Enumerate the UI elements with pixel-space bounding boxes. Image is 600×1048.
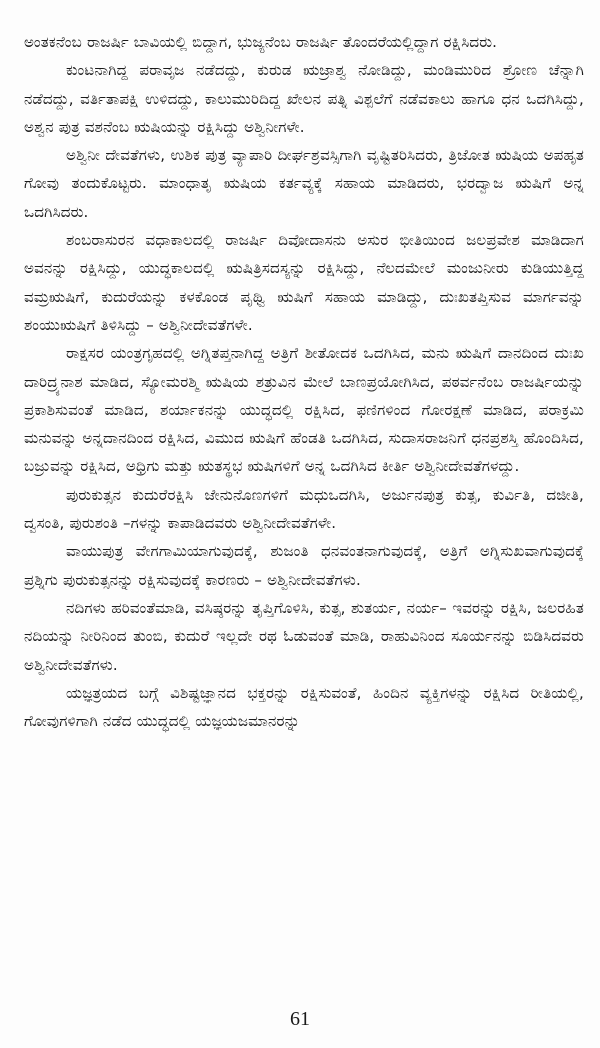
page-number: 61 [290, 1008, 310, 1030]
paragraph-5: ರಾಕ್ಷಸರ ಯಂತ್ರಗೃಹದಲ್ಲಿ ಅಗ್ನಿತಪ್ತನಾಗಿದ್ದ ಅತ್ರಿಗೆ ಶೀತೋದಕ ಒದಗಿಸಿದ, ಮನು ಋಷಿಗೆ ದಾನದಿಂದ ದುಃಖ ದಾರಿದ್ರ್ಯನಾಶ ಮಾಡಿದ, ಸ್ಯೋಮರಶ್ಮಿ ಋಷಿಯ ಶತ್ರುವಿನ ಮೇಲೆ ಬಾಣಪ್ರಯೋಗಿಸಿದ, ಪಠರ್ವನೆಂಬ ರಾಜರ್ಷಿಯನ್ನು ಪ್ರಕಾಶಿಸುವಂತೆ ಮಾಡಿದ, ಶರ್ಯಾಕನನ್ನು ಯುದ್ಧದಲ್ಲಿ ರಕ್ಷಿಸಿದ, ಫಣಿಗಳಿಂದ ಗೋರಕ್ಷಣೆ ಮಾಡಿದ, ಪರಾಕ್ರಮಿ ಮನುವನ್ನು ಅನ್ನದಾನದಿಂದ ರಕ್ಷಿಸಿದ, ವಿಮುದ ಋಷಿಗೆ ಹೆಂಡತಿ ಒದಗಿಸಿದ, ಸುದಾಸರಾಜನಿಗೆ ಧನಪ್ರಶಸ್ತಿ ಹೊಂದಿಸಿದ, ಬಜ್ರುವನ್ನು ರಕ್ಷಿಸಿದ, ಅಧ್ರಿಗು ಮತ್ತು ಋತಸ್ಥಭ ಋಷಿಗಳಿಗೆ ಅನ್ನ ಒದಗಿಸಿದ ಕೀರ್ತಿ ಅಶ್ವಿನೀದೇವತೆಗಳದ್ದು. [24, 344, 584, 476]
paragraph-2: ಕುಂಟನಾಗಿದ್ದ ಪರಾವೃಜ ನಡೆದದ್ದು, ಕುರುಡ ಋಜ್ರಾಶ್ವ ನೋಡಿದ್ದು, ಮಂಡಿಮುರಿದ ಶ್ರೋಣ ಚೆನ್ನಾಗಿ ನಡೆದದ್ದು, ವರ್ತಿತಾಪಕ್ಷಿ ಉಳಿದದ್ದು, ಕಾಲುಮುರಿದಿದ್ದ ಖೇಲನ ಪತ್ನಿ ವಿಶ್ಪಲೆಗೆ ನಡೆವಕಾಲು ಹಾಗೂ ಧನ ಒದಗಿಸಿದ್ದು, ಅಶ್ವನ ಪುತ್ರ ವಶನೆಂಬ ಋಷಿಯನ್ನು ರಕ್ಷಿಸಿದ್ದು ಅಶ್ವಿನೀಗಳೇ. [24, 61, 584, 136]
paragraph-4: ಶಂಬರಾಸುರನ ವಧಾಕಾಲದಲ್ಲಿ ರಾಜರ್ಷಿ ದಿವೋದಾಸನು ಅಸುರ ಭೀತಿಯಿಂದ ಜಲಪ್ರವೇಶ ಮಾಡಿದಾಗ ಅವನನ್ನು ರಕ್ಷಿಸಿದ್ದು, ಯುದ್ಧಕಾಲದಲ್ಲಿ ಋಷಿತ್ರಿಸದಸ್ಯನ್ನು ರಕ್ಷಿಸಿದ್ದು, ನೆಲದಮೇಲೆ ಮಂಜುನೀರು ಕುಡಿಯುತ್ತಿದ್ದ ವಮ್ರಋಷಿಗೆ, ಕುದುರೆಯನ್ನು ಕಳಕೊಂಡ ಪೃಥ್ವಿ ಋಷಿಗೆ ಸಹಾಯ ಮಾಡಿದ್ದು, ದುಃಖತಪ್ತಿಸುವ ಮಾರ್ಗವನ್ನು ಶಂಯುಋಷಿಗೆ ತಿಳಿಸಿದ್ದು – ಅಶ್ವಿನೀದೇವತೆಗಳೇ. [24, 231, 584, 334]
paragraph-7: ವಾಯುಪುತ್ರ ವೇಗಗಾಮಿಯಾಗುವುದಕ್ಕೆ, ಶುಜಂತಿ ಧನವಂತನಾಗುವುದಕ್ಕೆ, ಅತ್ರಿಗೆ ಅಗ್ನಿಸುಖವಾಗುವುದಕ್ಕೆ ಪ್ರಶ್ನಿಗು ಪುರುಕುತ್ಸನನ್ನು ರಕ್ಷಿಸುವುದಕ್ಕೆ ಕಾರಣರು – ಅಶ್ವಿನೀದೇವತೆಗಳು. [24, 542, 584, 589]
paragraph-3: ಅಶ್ವಿನೀ ದೇವತೆಗಳು, ಉಶಿಕ ಪುತ್ರ ವ್ಯಾಪಾರಿ ದೀರ್ಘಶ್ರವಸ್ಸಿಗಾಗಿ ವೃಷ್ಟಿತರಿಸಿದರು, ತ್ರಿಜೋತ ಋಷಿಯ ಅಪಹೃತ ಗೋವು ತಂದುಕೊಟ್ಟರು. ಮಾಂಧಾತೃ ಋಷಿಯ ಕರ್ತವ್ಯಕ್ಕೆ ಸಹಾಯ ಮಾಡಿದರು, ಭರದ್ವಾಜ ಋಷಿಗೆ ಅನ್ನ ಒದಗಿಸಿದರು. [24, 146, 584, 221]
paragraph-6: ಪುರುಕುತ್ಸನ ಕುದುರೆರಕ್ಷಿಸಿ ಜೇನುನೊಣಗಳಿಗೆ ಮಧುಒದಗಿಸಿ, ಅರ್ಜುನಪುತ್ರ ಕುತ್ಸ, ಕುರ್ವಿತಿ, ದಜೀತಿ, ದ್ವಸಂತಿ, ಪುರುಶಂತಿ –ಗಳನ್ನು ಕಾಪಾಡಿದವರು ಅಶ್ವಿನೀದೇವತೆಗಳೇ. [24, 485, 584, 533]
paragraph-9: ಯಜ್ಞತ್ರಯದ ಬಗ್ಗೆ ವಿಶಿಷ್ಟಜ್ಞಾನದ ಭಕ್ತರನ್ನು ರಕ್ಷಿಸುವಂತೆ, ಹಿಂದಿನ ವ್ಯಕ್ತಿಗಳನ್ನು ರಕ್ಷಿಸಿದ ರೀತಿಯಲ್ಲಿ, ಗೋವುಗಳಿಗಾಗಿ ನಡೆದ ಯುದ್ಧದಲ್ಲಿ ಯಜ್ಞಯಜಮಾನರನ್ನು [24, 683, 584, 731]
body-text [24, 28, 584, 735]
paragraph-8: ನದಿಗಳು ಹರಿವಂತೆಮಾಡಿ, ವಸಿಷ್ಠರನ್ನು ತೃಪ್ತಿಗೊಳಿಸಿ, ಕುತ್ಸ, ಶುತರ್ಯ, ನರ್ಯ– ಇವರನ್ನು ರಕ್ಷಿಸಿ, ಜಲರಹಿತ ನದಿಯನ್ನು ನೀರಿನಿಂದ ತುಂಬಿ, ಕುದುರೆ ಇಲ್ಲದೇ ರಥ ಓಡುವಂತೆ ಮಾಡಿ, ರಾಹುವಿನಿಂದ ಸೂರ್ಯನನ್ನು ಬಿಡಿಸಿದವರು ಅಶ್ವಿನೀದೇವತೆಗಳು. [24, 598, 584, 674]
paragraph-1: ಅಂತಕನೆಂಬ ರಾಜರ್ಷಿ ಬಾವಿಯಲ್ಲಿ ಬಿದ್ದಾಗ, ಭುಜ್ಯನೆಂಬ ರಾಜರ್ಷಿ ತೊಂದರೆಯಲ್ಲಿದ್ದಾಗ ರಕ್ಷಿಸಿದರು. [24, 33, 498, 51]
